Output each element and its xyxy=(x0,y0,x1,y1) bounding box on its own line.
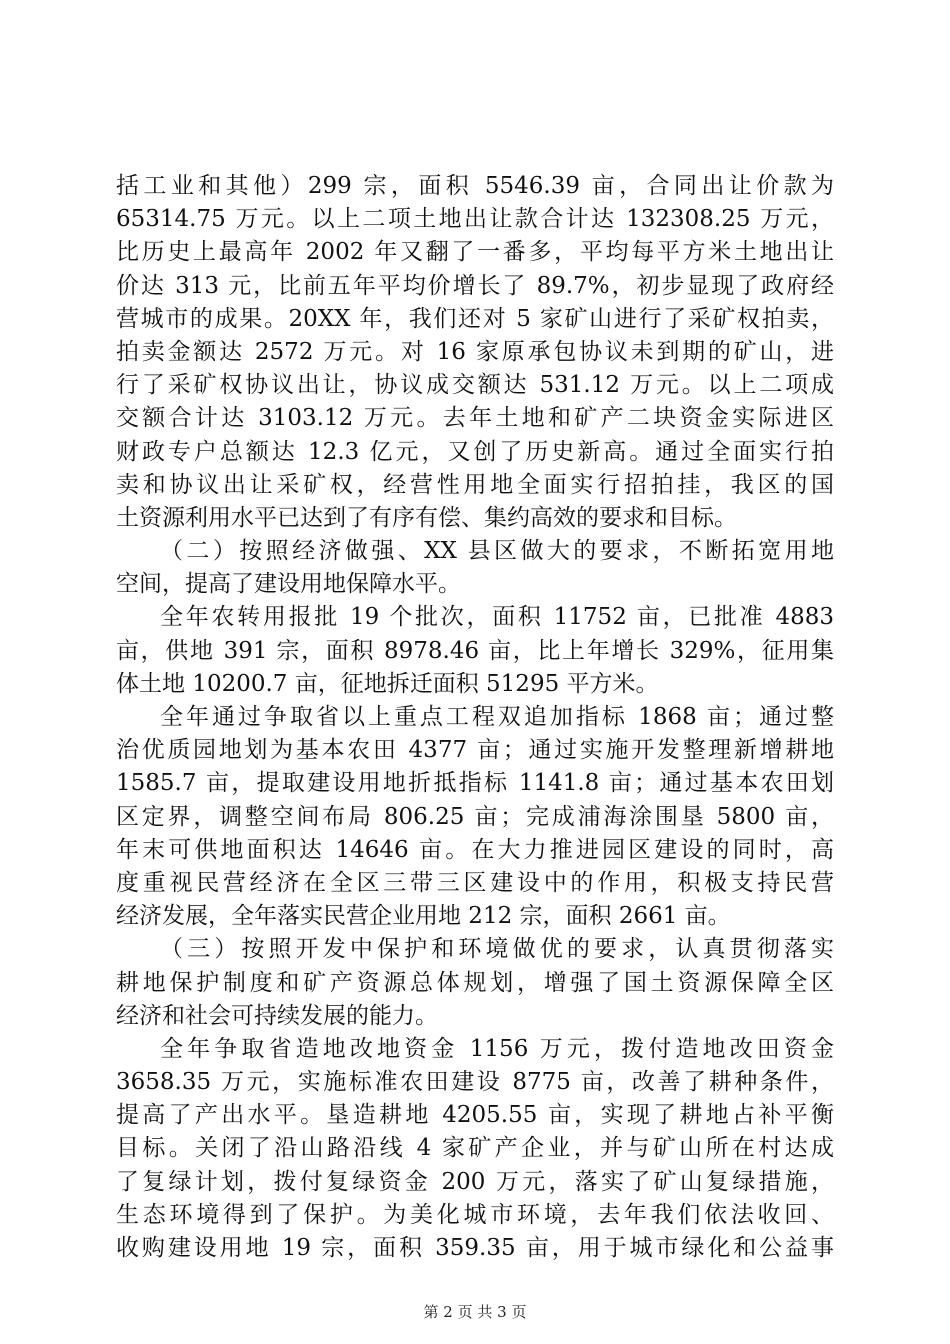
section-heading-line: （二）按照经济做强、XX 县区做大的要求，不断拓宽用地 xyxy=(160,538,834,565)
page-number-footer: 第 2 页 共 3 页 xyxy=(423,1303,527,1321)
text-line: 提高了产出水平。垦造耕地 4205.55 亩，实现了耕地占补平衡 xyxy=(116,1102,834,1129)
text-line: 生态环境得到了保护。为美化城市环境，去年我们依法收回、 xyxy=(116,1201,834,1228)
text-line: 交额合计达 3103.12 万元。去年土地和矿产二块资金实际进区 xyxy=(116,405,834,432)
section-heading-line: 耕地保护制度和矿产资源总体规划，增强了国土资源保障全区 xyxy=(116,969,834,996)
text-line: 亩，供地 391 宗，面积 8978.46 亩，比上年增长 329%，征用集 xyxy=(116,637,834,664)
text-line: 全年通过争取省以上重点工程双追加指标 1868 亩；通过整 xyxy=(160,704,834,730)
text-line: 了复绿计划，拨付复绿资金 200 万元，落实了矿山复绿措施， xyxy=(116,1168,834,1195)
body-text xyxy=(116,170,834,1265)
text-line: 营城市的成果。20XX 年，我们还对 5 家矿山进行了采矿权拍卖， xyxy=(116,305,834,332)
text-line: 价达 313 元，比前五年平均价增长了 89.7%，初步显现了政府经 xyxy=(116,272,834,299)
text-line: 全年农转用报批 19 个批次，面积 11752 亩，已批准 4883 xyxy=(160,604,834,631)
text-line: 3658.35 万元，实施标准农田建设 8775 亩，改善了耕种条件， xyxy=(116,1069,834,1096)
text-line: 括工业和其他）299 宗，面积 5546.39 亩，合同出让价款为 xyxy=(116,173,834,199)
text-line: 区定界，调整空间布局 806.25 亩；完成浦海涂围垦 5800 亩， xyxy=(116,803,834,830)
text-line: 卖和协议出让采矿权，经营性用地全面实行招拍挂，我区的国 xyxy=(116,471,834,498)
text-line: 治优质园地划为基本农田 4377 亩；通过实施开发整理新增耕地 xyxy=(116,737,834,764)
text-line: 度重视民营经济在全区三带三区建设中的作用，积极支持民营 xyxy=(116,869,834,896)
text-line: 土资源利用水平已达到了有序有偿、集约高效的要求和目标。 xyxy=(116,504,737,531)
text-line: 年末可供地面积达 14646 亩。在大力推进园区建设的同时，高 xyxy=(116,836,834,863)
section-heading-line: 经济和社会可持续发展的能力。 xyxy=(116,1002,438,1029)
text-line: 拍卖金额达 2572 万元。对 16 家原承包协议未到期的矿山，进 xyxy=(116,338,834,365)
text-line: 目标。关闭了沿山路沿线 4 家矿产企业，并与矿山所在村达成 xyxy=(116,1135,834,1162)
text-line: 经济发展，全年落实民营企业用地 212 宗，面积 2661 亩。 xyxy=(116,903,731,930)
section-heading-line: 空间，提高了建设用地保障水平。 xyxy=(116,571,461,598)
text-line: 全年争取省造地改地资金 1156 万元，拨付造地改田资金 xyxy=(160,1035,834,1062)
text-line: 体土地 10200.7 亩，征地拆迁面积 51295 平方米。 xyxy=(116,670,659,697)
section-heading-line: （三）按照开发中保护和环境做优的要求，认真贯彻落实 xyxy=(160,936,834,963)
text-line: 财政专户总额达 12.3 亿元，又创了历史新高。通过全面实行拍 xyxy=(116,438,834,465)
text-line: 1585.7 亩，提取建设用地折抵指标 1141.8 亩；通过基本农田划 xyxy=(116,770,834,797)
text-line: 65314.75 万元。以上二项土地出让款合计达 132308.25 万元， xyxy=(116,206,834,233)
text-line: 收购建设用地 19 宗，面积 359.35 亩，用于城市绿化和公益事 xyxy=(116,1235,834,1261)
text-line: 行了采矿权协议出让，协议成交额达 531.12 万元。以上二项成 xyxy=(116,372,834,399)
text-line: 比历史上最高年 2002 年又翻了一番多，平均每平方米土地出让 xyxy=(116,239,834,266)
